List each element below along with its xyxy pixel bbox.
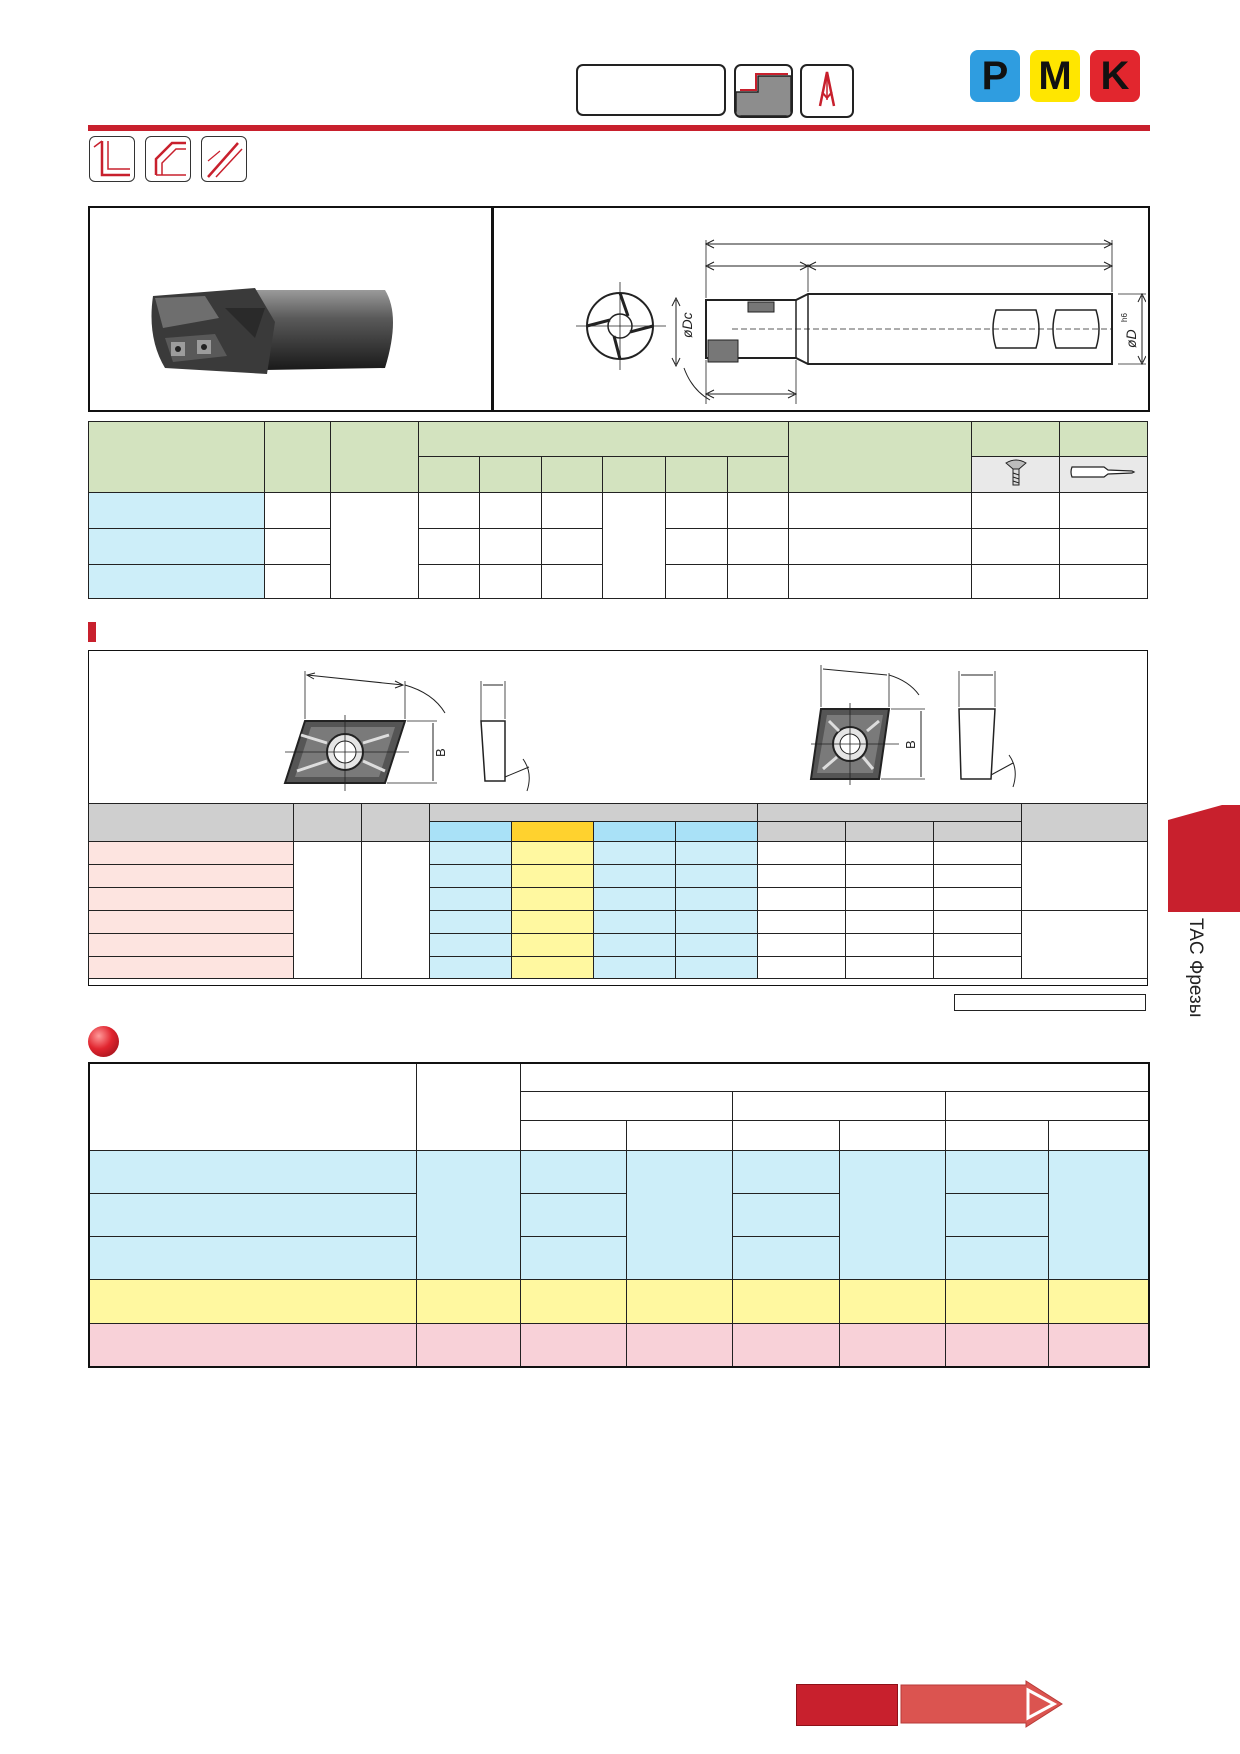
d-dimension-label: øD (1123, 329, 1139, 348)
insert-grade-table (88, 803, 1148, 979)
next-page-button[interactable] (900, 1680, 1066, 1728)
shoulder-milling-icon (734, 64, 793, 118)
material-m-badge (1030, 50, 1080, 102)
header-title-box (576, 64, 726, 116)
cutting-conditions-table (88, 1062, 1150, 1368)
cutting-data-section-marker (88, 1026, 119, 1057)
material-m-label: M (1038, 53, 1072, 98)
insert-drawings (89, 651, 1147, 801)
screwdriver-icon (1068, 461, 1138, 483)
chamfer-operation-icon (145, 136, 191, 182)
insert-note-box (954, 994, 1146, 1011)
dc-dimension-label: øDc (679, 312, 695, 338)
side-tab-label: TAC Фрезы (1185, 918, 1206, 1018)
end-mill-photo (145, 278, 445, 388)
product-image-frame (88, 206, 1150, 412)
shoulder-operation-icon (89, 136, 135, 182)
material-k-label: K (1100, 53, 1130, 98)
frame-divider (491, 208, 494, 410)
header-red-line (88, 125, 1150, 131)
ramping-icon (800, 64, 854, 118)
inserts-section-marker (88, 622, 96, 642)
inserts-box (88, 650, 1148, 986)
insert-right-b-label: B (903, 740, 918, 749)
screw-icon (1003, 457, 1029, 487)
material-k-badge (1090, 50, 1140, 102)
material-p-badge (970, 50, 1020, 102)
next-arrow-icon (900, 1680, 1066, 1728)
material-p-label: P (981, 53, 1009, 98)
prev-page-button[interactable] (796, 1684, 898, 1726)
cutter-spec-table (88, 421, 1148, 599)
clamp-screw-cell (972, 457, 1059, 493)
wrench-cell (1059, 457, 1147, 493)
cutter-technical-drawing (496, 208, 1146, 408)
ramp-operation-icon (201, 136, 247, 182)
insert-left-b-label: B (433, 748, 448, 757)
section-side-tab (1168, 805, 1240, 912)
d-tolerance-label: h6 (1120, 313, 1129, 322)
